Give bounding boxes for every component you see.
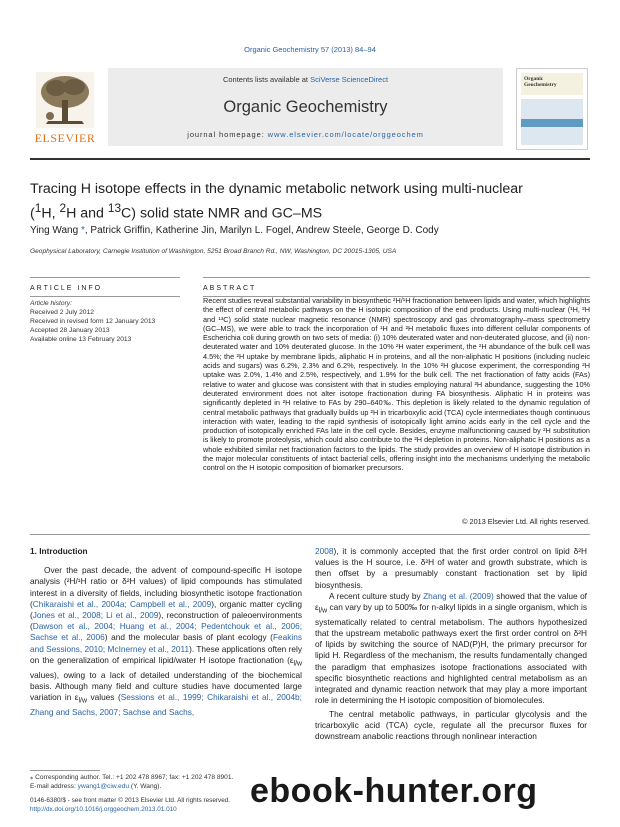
text-run: showed that the value of ε — [315, 590, 587, 613]
abstract-bottom-rule — [30, 534, 590, 535]
body-column-left — [30, 546, 302, 720]
email-link[interactable]: ywang1@ciw.edu — [77, 783, 130, 790]
corresponding-author-contact: ⁎ Corresponding author. Tel.: +1 202 478 8967; fax: +1 202 478 8901. — [30, 774, 234, 781]
introduction-heading: 1. Introduction — [30, 546, 88, 556]
masthead-rule — [30, 158, 590, 160]
article-info-bottom-rule — [30, 296, 180, 297]
citation-link[interactable]: Chikaraishi et al., 2004a; Campbell et al., 2009 — [32, 598, 212, 609]
homepage-prefix: journal homepage: — [187, 130, 268, 139]
text-run: ), it is commonly accepted that the first order control on lipid δ²H values is the H source, i.e. δ²H of water and growth substrate, which is then offset by a presumably constant fractionation set by lipid biosynthesis. — [315, 546, 587, 590]
email-label: E-mail address: — [30, 783, 78, 790]
copyright-notice: © 2013 Elsevier Ltd. All rights reserved. — [462, 517, 590, 526]
subscript-lw: l/w — [318, 607, 328, 615]
footnote-rule — [30, 770, 100, 771]
text-run: values), owing to a lack of detailed understanding of the biochemical basis. Although many field and culture studies have documented large variation in ε — [30, 669, 302, 703]
article-title — [30, 180, 590, 223]
text-run: ) and the molecular basis of plant ecology ( — [104, 632, 273, 643]
abstract-top-rule — [203, 277, 590, 278]
doi-link[interactable]: http://dx.doi.org/10.1016/j.orggeochem.2013.01.010 — [30, 806, 177, 813]
subscript-lw: l/w — [293, 660, 302, 668]
contents-prefix: Contents lists available at — [222, 75, 311, 84]
front-matter-line: 0146-6380/$ - see front matter © 2013 Elsevier Ltd. All rights reserved. — [30, 797, 231, 804]
journal-title: Organic Geochemistry — [223, 98, 388, 116]
history-item: Received in revised form 12 January 2013 — [30, 318, 156, 325]
history-item: Available online 13 February 2013 — [30, 336, 132, 343]
homepage-line — [108, 130, 503, 139]
text-run: A recent culture study by — [329, 590, 424, 601]
cover-title-line2: Geochemistry — [524, 82, 557, 88]
article-history — [30, 299, 180, 344]
intro-paragraph-1 — [30, 565, 302, 718]
affiliation: Geophysical Laboratory, Carnegie Institution of Washington, 5251 Broad Branch Rd., NW, Washington, DC 20015-1305, USA — [30, 248, 397, 255]
text-run: ), reconstruction of paleoenvironments ( — [30, 610, 302, 632]
title-h-and: H and — [66, 205, 108, 222]
first-author[interactable]: Ying Wang — [30, 225, 79, 236]
history-item: Accepted 28 January 2013 — [30, 327, 110, 334]
text-run: can vary by up to 500‰ for n-alkyl lipids in a single organism, which is systematically related to central metabolism. The authors hypothesized that the upstream metabolic pathways exert the first order control on δ²H of lipids by switching the source of NAD(P)H, the primary precursor for lipid H. Regardless of the mechanism, the results fundamentally changed the paradigm that emphasizes isotope fractionations associated with specific biosynthetic reactions and highlighted central metabolism as an integrated and dynamic reaction network that may play a more important role in determining the H isotopic composition of biomolecules. — [315, 602, 587, 706]
citation-link[interactable]: 2008 — [315, 546, 334, 556]
article-info-label: ARTICLE INFO — [30, 285, 103, 292]
history-item: Received 2 July 2012 — [30, 309, 94, 316]
corresponding-author-mark[interactable]: * — [78, 225, 85, 236]
elsevier-logo — [30, 68, 100, 148]
article-info-top-rule — [30, 277, 180, 278]
text-run: ), organic matter cycling ( — [30, 598, 302, 621]
masthead-banner — [108, 68, 503, 146]
title-open-paren: ( — [30, 205, 35, 222]
journal-citation: Organic Geochemistry 57 (2013) 84–94 — [244, 45, 376, 54]
intro-paragraph-1-continued — [315, 546, 587, 591]
cover-title — [524, 76, 557, 88]
journal-masthead — [30, 68, 590, 160]
sup-13: 13 — [107, 200, 122, 215]
cover-band — [521, 119, 583, 127]
text-run: ). These applications often rely on the generalization of empirical lipid/water H isotope fractionation (ε — [30, 643, 302, 665]
title-tail: C) solid state NMR and GC–MS — [121, 205, 323, 222]
other-authors: , Patrick Griffin, Katherine Jin, Marilyn L. Fogel, Andrew Steele, George D. Cody — [84, 225, 439, 236]
email-suffix: (Y. Wang). — [129, 783, 162, 790]
title-line1: Tracing H isotope effects in the dynamic metabolic network using multi-nuclear — [30, 181, 523, 197]
watermark: ebook-hunter.org — [250, 772, 538, 810]
elsevier-tree-icon — [36, 72, 94, 128]
author-list — [30, 225, 590, 236]
sup-2: 2 — [59, 200, 67, 215]
sciencedirect-link[interactable]: SciVerse ScienceDirect — [310, 75, 389, 84]
cover-title-line1: Organic — [524, 76, 544, 82]
citation-link[interactable]: Jones et al., 2008; Li et al., 2009 — [32, 610, 159, 621]
title-h1: H, — [41, 205, 60, 222]
abstract-text: Recent studies reveal substantial variability in biosynthetic ²H/¹H fractionation between lipids and water, which highlights the effect of central metabolic pathways on the H isotopic composition of the end products. Using multi-nuclear (¹H, ²H and ¹³C) solid state nuclear magnetic resonance (NMR) spectroscopy and gas chromatography–mass spectrometry (GC–MS), we were able to track the incorporation of ¹H and ²H metabolic fluxes into different cellular components of Escherichia coli during growth on two sets of media: (i) 10% deuterated water and non-deuterated glucose, and (ii) non-deuterated water and 10% deuterated glucose. In the 10% ²H water experiment, the ²H abundance of the bulk cell was 4.5%; the ²H uptake by membrane lipids, aliphatic H in proteins, and all the non-aliphatic H positions (including nucleic acids and sugars) was 6.2%, 2.3% and 6.2%, respectively. In the 10% ²H glucose experiment, the corresponding ²H uptake was 2.0%, 1.4% and 2.5%, respectively, and 1.9% for the bulk cell. The net fractionation of fatty acids (FAs) relative to water and glucose was consistent with that in studies employing natural ²H abundance, suggesting the 10% deuterated environment does not alter isotope fractionation during FA biosynthesis. Aliphatic H in proteins was significantly depleted in ²H relative to FAs by 290–640‰. This depletion is likely related to the dynamic regulation of central metabolic pathways that gradually builds up ²H in tricarboxylic acid (TCA) cycle intermediates though continuous interaction with water, leading to the rapid synthesis of isotopically light amino acids early in the cell cycle and the production of isotopically enriched FAs late in the cell cycle. Besides, enzyme malfunctioning caused by ²H substitution is likely to promote proteolysis, which could also contribute to the ²H depletion in proteins. Non-aliphatic H positions as a whole exhibited similar net fractionation factors to the lipids. The study provides an overview of H isotope distribution in the major molecular constituents of intact bacterial cells, offering insight into the mechanisms underlying the metabolic control on the H isotopic composition of biomarker precursors. — [203, 296, 590, 473]
journal-homepage-link[interactable]: www.elsevier.com/locate/orggeochem — [267, 130, 424, 139]
intro-paragraph-2 — [315, 591, 587, 707]
intro-paragraph-3: The central metabolic pathways, in particular glycolysis and the tricarboxylic acid (TCA) cycle, regulate all the precursor fluxes for downstream anabolic reactions through nonlinear interaction — [315, 708, 587, 741]
text-run: values ( — [86, 692, 121, 703]
citation-link[interactable]: Feakins and Sessions, 2010; McInerney et al., 2011 — [30, 632, 302, 654]
elsevier-wordmark: ELSEVIER — [34, 131, 96, 145]
citation-link[interactable]: Dawson et al., 2004; Huang et al., 2004; Pedentchouk et al., 2006; Sachse et al., 2006 — [30, 621, 302, 643]
history-heading: Article history: — [30, 300, 72, 307]
body-column-right — [315, 546, 587, 744]
journal-cover-thumbnail — [516, 68, 588, 150]
contents-line — [108, 75, 503, 84]
citation-link[interactable]: Zhang et al. (2009) — [423, 590, 494, 601]
sup-1: 1 — [34, 200, 42, 215]
text-run: Over the past decade, the advent of compound-specific H isotope analysis (²H/¹H ratio or δ²H values) of lipid compounds has stimulated interest in a diversity of fields, including biosynthetic isotope fractionation ( — [30, 565, 302, 609]
abstract-label: ABSTRACT — [203, 285, 257, 292]
subscript-lw: l/w — [78, 697, 87, 705]
citation-link[interactable]: Sessions et al., 1999; Chikaraishi et al., 2004b; Zhang and Sachs, 2007; Sachse and Sachs, — [30, 692, 302, 717]
